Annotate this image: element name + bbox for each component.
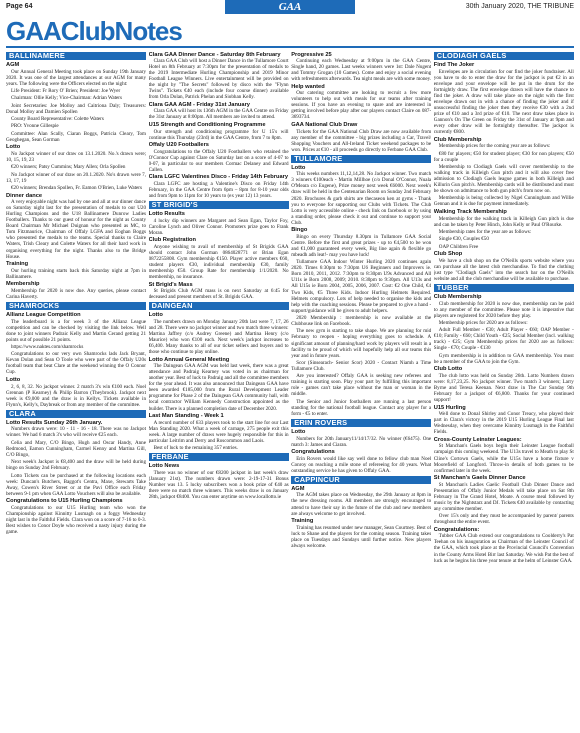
paragraph: Adult Full Member - €30; Adult Player - €60; OAP Member - €10; Family - €60; Child Youth - €25; Social Member (incl. walking track) - €25; Gym Membership prices for 2020 are as follows: Single - €70; Couple - €130 — [433, 327, 574, 352]
paragraph: St Manchan's Ladies Gaelic Football Club Dinner Dance and Presentation of Offaly Junior Medals will take place on Sat 8th February in The Grand Hotel, Moate. A course meal followed by music by the Nightstarz and DJ. Tickets €40 available by contacting any committee member. — [433, 481, 574, 512]
subheading: Lotto Results Sunday 26th January. — [6, 419, 103, 426]
paragraph: Membership is being collected by Nigel Cunningham and Willie Gennan and it is due for payment immediately. — [433, 195, 574, 208]
subheading: Dinner dance — [6, 192, 43, 199]
paragraph: Membership prices for 2020 are as follows: — [438, 319, 528, 326]
paragraph: https://www.naktes.com/shamrocks — [11, 343, 84, 350]
subheading: Progressive 25 — [291, 51, 332, 58]
paragraph: The club lotto was held on Sunday 26th. Lotto Numbers drawn were: 8,17,23,25. No jackpot winner. Two match 3 winners; Larry Byrne and Teresa Keenan. Next draw in The Car Sunday 9th February for a jackpot of €6,800. Thanks for your continued support! — [433, 372, 574, 404]
subheading: Allianz League Competition — [6, 311, 81, 318]
paragraph: Are you interested? Offaly GAA is seeking new referees and training is starting soon. Play your part by fulfilling this important role - games can't take place without the man or woman in the middle. — [291, 373, 432, 398]
subheading: Lotto Results — [148, 211, 185, 218]
subheading: Club Shop — [433, 251, 463, 258]
paragraph: Numbers for 20th January11/14/17/32. No winner (€6475). One match 3: James and Ciaran. — [291, 435, 432, 448]
paragraph: Erin Rovers would like say well done to fellow club man Noel Conroy on reaching a mile stone of refereeing for 40 years. What outstanding service he has given to Offaly GAA. — [291, 455, 432, 474]
subheading: Lotto — [6, 144, 21, 151]
club-section-header: CLODIAGH GAELS — [434, 52, 574, 60]
header-rule — [6, 46, 574, 48]
title-part-3: Notes — [114, 16, 182, 46]
subheading: U15 Strength and Conditioning Programme — [148, 122, 266, 129]
paragraph: Membership to Clodiagh Gaels will cover membership to the walking track in Killeigh Gun pitch and it will also cover free admission to Clodiagh Gaels league games in both Killeigh and Killurin Gun pitch's. Membership cards will be distributed and must be shown on admittance to both gun pitch's from now on. — [433, 163, 574, 195]
publication-date: 30th January 2020, THE TRIBUNE — [465, 3, 574, 10]
title-part-1: GAA — [6, 16, 61, 46]
subheading: Clara LGFC Valentines Disco - Friday 14th February — [148, 174, 288, 181]
club-section-header: ST BRIGID'S — [149, 201, 289, 209]
paragraph: Congratulations to our U15 Hurling team who won the Championship against Kinnitty Lusmagh on a foggy Wednesday night last in the Faithful Fields. Clara won on a score of 7-16 to 0-3. Best wishes to Conor Doyle who received a nasty injury during the game. — [6, 504, 146, 535]
subheading: Lotto — [148, 312, 163, 319]
paragraph: The new gym is starting to take shape. We are planning for mid February to reopen - hoping everything goes to schedule. A significant amount of planning/hard work by players will result in a facility to be proud of which will hopefully help all our teams this year and in future years. — [291, 328, 432, 359]
paragraph: Over 15's only and they must be accompanied by parent/ parents throughout the entire event. — [433, 513, 574, 526]
subheading: Congratulations: — [433, 526, 480, 533]
paragraph: No Jackpot winner of our draw on 13.1.2020. No.'s drawn were; 10, 15, 19, 23 — [6, 150, 146, 163]
subheading: Lotto — [6, 377, 21, 384]
paragraph: St Brigids Club AGM mass is on next Saturday at 6:45 for deceased and present members of St. Brigids GAA. — [148, 288, 289, 301]
page-number: Page 64 — [6, 3, 33, 10]
paragraph: The Senior and Junior footballers are running a last person standing for the national football league. Contact any player for a form - €5 to enter. — [291, 398, 432, 417]
paragraph: Clara LGFC are hosting a Valentine's Disco on Friday 14th February, in the GAA Centre from 6pm – 8pm for 8-10 year olds and from 9pm to 11pm for 10 years to (ex year 12) 13 years. — [148, 180, 289, 200]
subheading: GAA National Club Draw — [291, 122, 358, 129]
paragraph: St Manchan's Gaels boys begin their Leinster League football campaign this coming weekend. The U13s travel to Meath to play St Cline's Cortown Gaels, while the U15s have a home fixture v Moorefield of Longford. Throw-in details of both games to be confirmed later in the week. — [433, 443, 574, 474]
club-section-header: TUBBER — [434, 284, 574, 292]
paragraph: The leaderboard is a for week 3 of the Allianz League competition and can be checked by visiting the link below. Well done to joint winners Padraic Kelly and Martin Cerand getting 21 points out of possible 21 points. — [6, 318, 146, 343]
club-section-header: TULLAMORE — [291, 155, 431, 163]
paragraph: The numbers drawn on Monday January 20th last were 7, 17, 26 and 28. There were no jackpot winner and two match three winners: Martina Jaffrey (c/o Audrey Greene) and Martina Henry (c/o Maurice) who won €100 each. Next week's jackpot increases to €6,400. Many thanks to all of our ticket sellers and buyers and to those who continue to play online. — [148, 318, 289, 356]
subheading: Help wanted — [291, 83, 325, 90]
club-section-header: FERBANE — [149, 453, 289, 461]
section-tag: GAA — [225, 0, 355, 14]
paragraph: Clara GAA Club will host a Dinner Dance in the Tullamore Court Hotel on 8th February at 7:30pm for the presentation of medals to the 2019 Intermediate Hurling Championship and 2019 Minor Football League Winners. Live entertainment will be provided on the night by "The Secrets" followed by disco with the "Flynn Twins". Tickets €40 each (include four course dinner) available from Orla Dolan, Patrick Phelan and Siobhan Kelly. — [148, 58, 289, 101]
article-columns — [6, 50, 574, 730]
club-section-header: CAPPINCUR — [291, 476, 431, 484]
masthead — [6, 16, 574, 46]
subheading: Clara GAA AGM - Friday 31st January — [148, 101, 250, 108]
subheading: Lotto Annual General Meeting — [148, 356, 230, 363]
paragraph: Single €30, Couples €50 — [438, 236, 489, 243]
paragraph: Our Annual General Meeting took place on Sunday 19th January 2020. It was one of the largest attendances at our AGM for many years. The following were the Officers elected on the night: — [6, 68, 146, 87]
paragraph: Life President: Fr Rory O' Brien; President: Joe Wyer — [11, 88, 121, 95]
subheading: AGM — [6, 62, 20, 69]
paragraph: We have a club shop on the O'Neills sports website where you can purchase all the latest club merchandise. To find the clothing just type "Clodiagh Gaels" into the search bar on the O'Neills website and all the club merchandise will be available to purchase. — [433, 257, 574, 282]
paragraph: Best of luck to the remaining 357 entries. — [153, 445, 238, 452]
paragraph: Numbers drawn were: 10 - 11 - 16 - 18. There was no Jackpot winner. We had 6 match 3's who will receive €25 each. — [6, 426, 146, 439]
subheading: Offaly U20 Footballers — [148, 142, 209, 149]
paragraph: This weeks numbers 11,12,14,28. No Jackpot winner. Two match 3 winners €100each - Martin Millhoe (c/o Donal O'Connor, Nuala O'Meara c/o Eugene), Prize money next week €6000. Next week's draw will be held in the Centenarian Room on Sunday 2nd February 2020. Brochures & garb shirts are thecaseon ken at gyms - Thank you to everyone for supporting our Clubs with Tickets. The Club Lotto is very accessible online - check link on facebook or by using a standing order, please check it out and continue to support your Club. — [291, 171, 432, 226]
title-part-2: Club — [60, 16, 115, 46]
club-section-header: CLARA — [6, 410, 146, 418]
subheading: Training — [6, 261, 29, 268]
paragraph: Congratulations to the Offaly U20 Footballers who retained the O'Connor Cup against Clare on Saturday last on a score of 4-07 to 0-07, in particular to our members Cormac Delaney and Edward Callen. — [148, 148, 289, 173]
club-section-header: ERIN ROVERS — [291, 419, 431, 427]
paragraph: Membership prices for the coming year are as follows: — [438, 143, 551, 150]
subheading: St Brigid's Mass — [148, 281, 193, 288]
paragraph: €80 for players; €50 for student player; €30 for non players; €50 for a couple — [433, 150, 574, 163]
club-section-header: DAINGEAN — [149, 302, 289, 310]
paragraph: Tickets for the GAA National Club Draw are now available from any member of the committee - big prizes including a Car, Travel/ Shopping Vouchers and All-Ireland Ticket weekend packages to be won. Prices at €10 - all proceeds go directly to Ferbane GAA Club. — [291, 128, 432, 153]
paragraph: Membership rates for the year are as follows: — [438, 228, 532, 235]
subheading: Club Lotto — [433, 366, 463, 373]
paragraph: Joint Secretaries: Joe Molloy and Caitriona Daly; Treasurers: Donal Molloy and Damien Spollen — [6, 102, 146, 115]
paragraph: The AGM takes place on Wednesday, the 29th January at 8pm in the new dressing rooms. All members are strongly encouraged to attend to have their say in the future of the club and new members are always welcome to get involved. — [291, 492, 432, 517]
paragraph: Committee: Alan Scally, Ciaran Boggs, Patricia Cleary, Tom Geoghegan, Sean Gorman — [6, 130, 146, 143]
subheading: Cross-County Leinster Leagues: — [433, 436, 522, 443]
paragraph: €20 winners; Patsy Cummins; Mary Allen; Orla Spollen — [11, 164, 126, 171]
club-section-header: BALLINAMERE — [6, 52, 146, 60]
paragraph: 4 lucky dip winners are Margaret and Sean Egan, Taylor Foy, Caroline Lynch and Oliver Connor. Promoters prize goes to Frank Moran. — [148, 217, 289, 236]
paragraph: County Board Representative: Colette Waters — [11, 116, 104, 123]
subheading: Lotto — [291, 429, 306, 435]
subheading: Walking Track Membership — [433, 209, 507, 216]
paragraph: Our strength and conditioning programme for U 15's will continue this Thursday (23rd) in the GAA Centre, from 7 to 8pm. — [148, 128, 289, 141]
subheading: Membership — [6, 281, 40, 288]
paragraph: Scor (Sinsearach- Senior Scor) 2020 - Contact Niamh a Time Tullamore Club. — [291, 359, 432, 372]
paragraph: Lotto Tickets can be purchased at the following locations each week: Duncan's Butchers, Baggot's Centra, Maxe, Stewarts Take Away, Cowen's River Street or at the Pavi Office each Friday between 9-1 pm when GAA Lotto Vouchers will also be available. — [6, 472, 146, 497]
paragraph: 2, 6, 8, 32. No jackpot winner. 2 match 3's win €100 each. Noel Grennan (P Kearney) & Philip Barron (Theybrook). Jackpot next week is €9,000 and the draw is in Kellys. Tickets available in Flynn's, Kelly's, Daybreak or from any member of the committee. — [6, 383, 146, 408]
paragraph: Well done to Donal Shirley and Conor Treacy, who played their part in Clara's victory in the 2019 U15 Hurling League Final last Wednesday, when they overcame Kinnitty Lusmagh in the Faithful Fields. — [433, 411, 574, 436]
subheading: Clara GAA Dinner Dance - Saturday 8th February — [148, 51, 281, 58]
subheading: Find The Joker — [433, 62, 475, 69]
paragraph: Next week's Jackpot is €8,400 and the draw will be held during bingo on Sunday 2nd February. — [6, 459, 146, 472]
subheading: Congratulations — [291, 449, 335, 456]
paragraph: Training has resumed under new manager, Sean Courtney. Best of luck to Shane and the players for the coming season. Training takes place on Tuesdays and Sundays until further notice. New players always welcome. — [291, 524, 432, 549]
paragraph: Bingo on every Thursday 8.30pm in Tullamore GAA Social Centre. Before the first and great prizes - up to €4,500 to be won and €1,000 guaranteed every week, Big line again & flexible go mbeadh adh leat!- may you have luck! — [291, 233, 432, 258]
club-section-header: SHAMROCKS — [6, 302, 146, 310]
subheading: Lotto News — [148, 463, 180, 470]
subheading: AGM — [291, 485, 305, 492]
paragraph: Gym membership is in addition to GAA membership. You must be a member of the GAA to join the Gym. — [433, 352, 574, 365]
paragraph: Tubber GAA Club extend our congratulations to Coolderry's Pat Teehan on his inauguration as Chairman of the Leinster Council of the GAA, which took place at the Provincial Council's Convention in the County Arms Hotel Birr last Saturday. We wish Pat the best of luck as he begins his three year tenure at the helm of Leinster GAA. — [433, 533, 574, 564]
subheading: Club Membership — [433, 136, 482, 143]
paragraph: Clara GAA will host its 136th AGM in the GAA Centre on Friday the 31st January at 8:00pm. All members are invited to attend. — [148, 108, 289, 121]
paragraph: The Daingean GAA AGM was held last week, there was a great attendance and Padraig Kearney was voted in as chairman for another year. Best of luck to Padraig and all the committee members for the year ahead. It was also announced that Daingean GAA have been awarded €185,000 from the Rural Development Leader programme for Phase 2 of the Daingean GAA community hall, with local contractor William Kennedy Construction appointed as the builder. There is a planned completion date of December 2020. — [148, 363, 289, 412]
subheading: Club Membership — [433, 293, 482, 300]
page-header — [0, 0, 580, 16]
paragraph: Membership for 2020 is now due. Any queries, please contact Carina Haverty. — [6, 287, 146, 300]
paragraph: Continuing each Wednesday at 9:00pm in the GAA Centre, Single hand, 20 games. Last weeks winners were 1st: Dale Nugent and Tommy Grogan (10 Games). Come and enjoy a social evening with refreshments afterwards. Tea night meals are with some money. — [291, 58, 432, 83]
paragraph: 2020 Membership : membership is now available at the Clubhouse link on Facebook. — [291, 315, 432, 328]
page-title — [6, 16, 182, 46]
column-2 — [149, 50, 289, 730]
paragraph: There was no winner of our €8200 jackpot in last week's draw (January 21st). The numbers drawn were: 2-19-17-31 Bonus Number was 13. 5 lucky subscribers won a book prize of €40 as there were no match three winners. This weeks draw is on January 28th, jackpot €8400. You can enter anytime on www.locallotto.ie — [148, 469, 289, 500]
subheading: St Manchan's Gaels Dinner Dance — [433, 475, 526, 482]
paragraph: No Jackpot winner of our draw on 20.1.2020. No's drawn were 7, 13, 17, 19 — [6, 171, 146, 184]
paragraph: Celia and Mary, C/O Bingo, Hugh and Oscar Handy, Anne Redmond, Eamon Cunningham, Carmel Kenny and Martina Gill, C/O Bingo, — [6, 439, 146, 458]
subheading: Lotto — [291, 164, 306, 171]
paragraph: Membership for the walking track in Killeigh Gun pitch is due and can be taken by Peter Hinch, John Kelly or Paul O'Rourke. — [433, 215, 574, 228]
paragraph: Our catering committee are looking to recruit a few more volunteers to help out with meals for our teams after training sessions. If you have an evening to spare and are interested in getting involved before play after our players contact Claire on 087-3693734. — [291, 90, 432, 121]
paragraph: OAP Children Free — [438, 243, 479, 250]
column-3 — [291, 50, 431, 730]
subheading: Training — [291, 518, 314, 525]
subheading: U15 Hurling — [433, 404, 466, 411]
paragraph: €20 winners; Brendan Spollen, Fr. Eamon O'Brien, Luke Waters — [11, 185, 142, 192]
subheading: Bingo — [291, 227, 308, 234]
paragraph: Anyone wishing to avail of membership of St Brigids GAA should contact John Gorman 0864028771 or Brian Egan 0872255808. Gym membership €150. Player active members €60, student players €30, individual membership €30, family membership €50. Group Rate for membership 1/1/2020. No membership, no insurance. — [148, 243, 289, 281]
subheading: Congratulations to U15 Hurling Champions — [6, 498, 123, 505]
column-4 — [434, 50, 574, 730]
subheading: Last Man Standing - Week 1 — [148, 413, 224, 420]
paragraph: Our hurling training starts back this Saturday night at 7pm in Ballinamere. — [6, 267, 146, 280]
paragraph: PRO: Yvonne Gillespie — [11, 123, 59, 130]
paragraph: Envelopes are in circulation for our find the joker fundraiser. All you have to do to enter the draw for the jackpot is put €2 in an envelope and your envelope will be put in the drum for the fortnightly draw. The first envelope drawn will have the chance to find the joker. A draw will take place on the night with the first envelope drawn out in with a chance of finding the joker and if unsuccessful finding the joker then they receive €30 with a 2nd prize of €10 and a 3rd prize of €10. The next draw takes place in Gannon's On The Green on Friday the 31st of January at 9pm and every other draw will be fortnightly thereafter. The jackpot is currently €800. — [433, 68, 574, 136]
subheading: Club Registration — [148, 237, 196, 244]
paragraph: A record number of 633 players took to the start line for our Last Man Standing 2020. What a week of carnage, 275 people exit this week. A large number of draws were hugely responsible for this in particular Leitrim and Derry and Roscommon and Laois. — [148, 419, 289, 444]
column-1 — [6, 50, 146, 730]
paragraph: A very enjoyable night was had by one and all at our dinner dance on Saturday night last for the presentation of medals to our U20 Hurling Champions and the U18 Ballinamere Dunrow Ladies Footballers. Thanks to our guest of honour for the night as County Board Chairman Mr Michael Duignan who presented as MC, to Tom Fitzmaurice, Chairman of Offaly LGFA and Eoghan Boggs who presented the medals to the teams. Special thanks to Claire Waters, Trish Cleary and Colette Waters for all their hard work in organising everything for the night. Thanks also to the Bridge House. — [6, 199, 146, 260]
paragraph: Congratulations to our very own Shamrocks lads Jack Bryant, Kevan Dolan and Sean O Toole who were part of the Offaly U20s football team that beat Clare at the weekend winning the O Connor Cup. — [6, 351, 146, 376]
paragraph: Club membership for 2020 is now due, membership can be paid to any member of the committee. Please note it is imperative that players are registered for 2020 before they play. — [433, 300, 574, 319]
paragraph: Chairman: Ollie Kelly; Vice-Chairman: Adrian Waters — [11, 95, 122, 102]
paragraph: Tullamore GAA Indoor Winter Hurling 2020 continues again 2020. Times 6:30pm to 7:30pm U6 Beginners and Improvers ie. Born 2010, 2011, 2012. 7:30pm to 8:30pm U9s Advanced and All U11s ie Born 2008, 2009; 2010. 8:30pm to 9:30pm. All U13s and All U15s ie Born 2004, 2005, 2006, 2007. Cost: €2 One Child, €4 Two Kids, €5 Three Kids. Indoor Hurling Helmets Required. Helmets compulsory. Lots of help needed to organise the kids and help with the coaching sessions. Please be prepared to give a hand - support/guidance will be given to adult helpers. — [291, 259, 432, 314]
